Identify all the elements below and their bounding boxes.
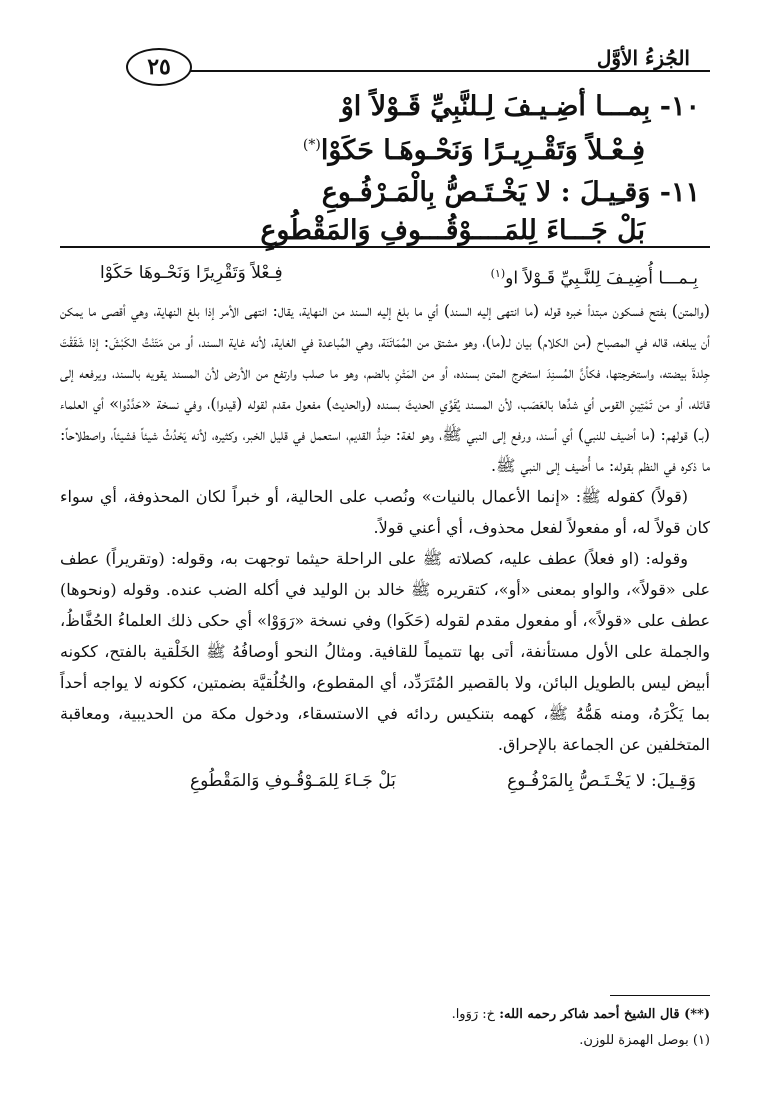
commentary-verse-2	[60, 766, 710, 797]
verse-line-2	[80, 126, 645, 170]
footnote-marker: (*)	[302, 137, 321, 153]
footnote-2: (١) بوصل الهمزة للوزن.	[579, 1033, 710, 1048]
commentary-verse-1-left: فِـعْلاً وَتَقْرِيرًا وَنَحْـوهَا حَكَوْا	[100, 263, 283, 283]
verse-line-4: بَلْ جَـــاءَ لِلمَــــوْقُـــوفِ وَالمَقْطُوعِ	[260, 215, 645, 246]
footnote-1	[60, 1002, 710, 1028]
hemistich-right: بِـمـــا أُضِيـفَ لِلنَّـبِيِّ قَـوْلاً او	[505, 268, 698, 289]
page-number: ٢٥	[126, 48, 192, 86]
footnotes	[60, 1002, 710, 1054]
commentary-text	[60, 258, 710, 797]
verse-line-1: ١٠- بِمـــا أضِـيـفَ لِـلنَّبِيِّ قَـوْلاً اوْ	[340, 91, 700, 122]
verse-line-2-text: فِـعْـلاً وَتَقْـرِيـرًا وَنَحْـوهَـا حَكَوْا	[320, 135, 645, 166]
footnote-rule	[610, 995, 710, 996]
commentary-paragraph-2: (قولاً) كقوله ﷺ: «إنما الأعمال بالنيات» ونُصب على الحالية، أو خبراً لكان المحذوفة، أي سواء كان قولاً له، أو مفعولاً لفعل محذوف، أي أعني قولاً.	[60, 486, 710, 537]
commentary-paragraph-1: (والمتن) بفتح فسكون مبتدأ خبره قوله (ما انتهى إليه السند) أي ما بلغ إليه السند من النهاية، يقال: انتهى الأمر إذا بلغ النهاية، وهي أقصى ما يمكن أن يبلغه، قاله في المصباح (من الكلام) بيان لـ(ما)، وهو مشتق من المُمَاتَنَة، وهي المُباعدة في الغاية، لأنه غاية السند، أو من مَتَنْتُ الكَبْشَ: إذا شَقَقْتَ جِلدةَ بيضته، واستخرجتها، فكأنَّ المُسنِدَ استخرج المتن بسنده، أو من المَتْنِ بالضم، وهو ما صلب وارتفع من الأرض لأن المسند يقويه بالسند، ويرفعه إلى قائله، أو من تَمْتِينِ القوس أي شدِّها بالعَصَب، لأن المسند يُقَوِّي الحديثَ بسنده (والحديث) مفعول مقدم لقوله (قيدوا)، وفي نسخة «حَدَّدُوا» أي العلماء (بـ) قولهم: (ما أضيف للنبي) أي أسند، ورفع إلى النبي ﷺ، وهو لغة: ضِدُّ القديم، استعمل في قليل الخبر، وكثيره، لأنه يَحْدُثُ شيئاً فشيئاً، واصطلاحاً: ما ذكره في النظم بقوله: ما أُضيف إلى النبي ﷺ.	[60, 300, 710, 475]
footnote-1-text: خ: رَوَوا.	[451, 1007, 496, 1022]
commentary-verse-1	[60, 258, 710, 295]
page-header	[128, 42, 710, 76]
commentary-paragraph-3: وقوله: (او فعلاً) عطف عليه، كصلاته ﷺ على الراحلة حيثما توجهت به، وقوله: (وتقريراً) عطف على «قولاً»، والواو بمعنى «أو»، كتقريره ﷺ خالد بن الوليد في أكله الضب عنده. وقوله (ونحوها) عطف على «قولاً»، أو مفعول مقدم لقوله (حَكَوا) وفي نسخة «رَوَوْا» أي حكى ذلك العلماءُ الحُفَّاظُ، والجملة على الأول مستأنفة، أتى بها تتميماً للقافية. ومثالُ النحو أوصافُهُ ﷺ الخَلْقية بالفتح، ككونه أبيض ليس بالطويل البائن، ولا بالقصير المُتَرَدِّد، أي المقطوع، والخُلُقيَّة بضمتين، ككونه لا يواجه أحداً بما يَكْرَهُ، ومنه هَمُّهُ ﷺ، كهمه بتنكيس ردائه في الاستسقاء، ودخول مكة من الحديبية، ومعاقبة المتخلفين عن الجماعة بالإحراق.	[60, 548, 711, 754]
running-title: الجُزءُ الأوَّل	[587, 46, 700, 70]
commentary-verse-2-right: وَقِـيلَ: لا يَخْـتَـصُّ بِالمَرْفُـوعِ	[507, 770, 696, 791]
commentary-verse-1-right	[491, 258, 698, 295]
header-rule	[128, 70, 710, 72]
footnote-marker-1: (١)	[490, 267, 506, 280]
verse-block	[80, 88, 700, 250]
verse-line-3: ١١- وَقـِيـلَ : لا يَخْـتَـصُّ بِالْمَـرْفُـوعِ	[321, 177, 700, 208]
commentary-verse-2-left: بَلْ جَـاءَ لِلمَـوْقُـوفِ وَالمَقْطُوعِ	[190, 770, 396, 791]
section-divider	[60, 246, 710, 248]
footnote-1-attribution: (**) قال الشيخ أحمد شاكر رحمه الله:	[499, 1007, 710, 1022]
